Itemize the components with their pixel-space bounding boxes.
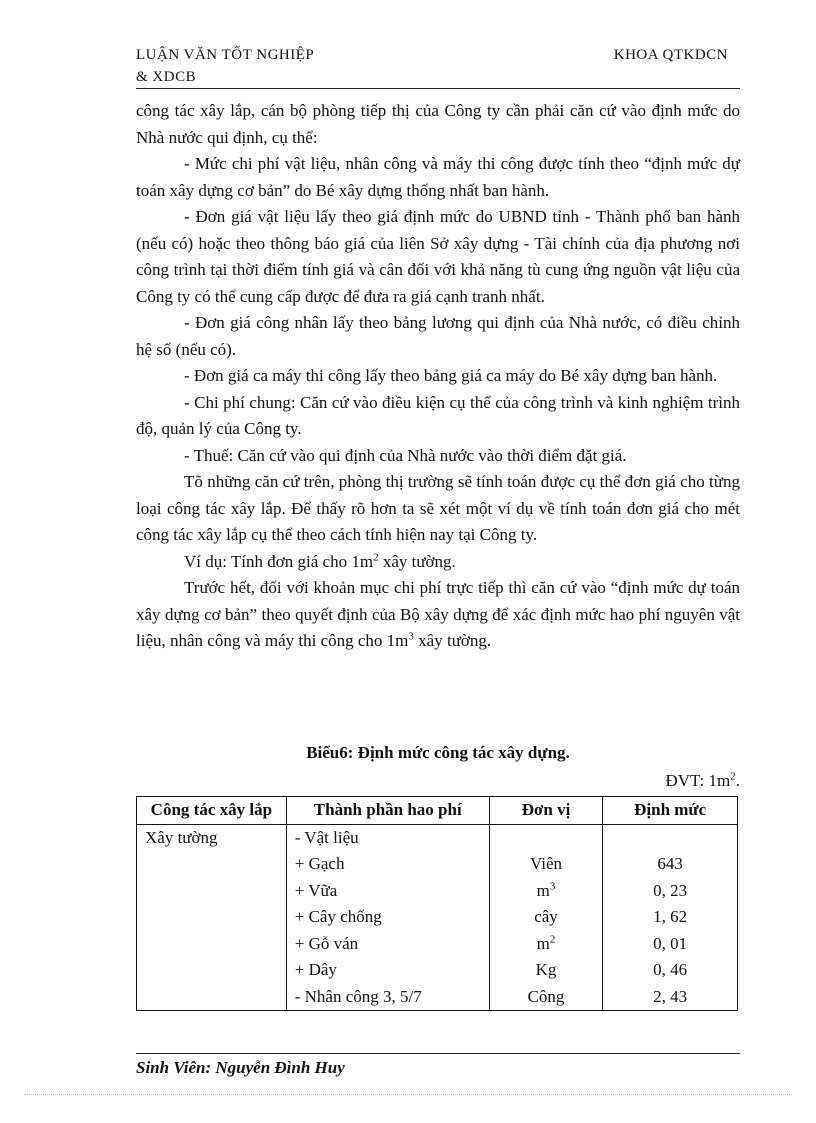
cell-component: + Cây chống: [286, 904, 489, 931]
paragraph: - Đơn giá ca máy thi công lấy theo bảng giá ca máy do Bé xây dựng ban hành.: [184, 366, 718, 385]
text-run: Kg: [535, 960, 557, 980]
paragraph: - Mức chi phí vật liệu, nhân công và máy thi công được tính theo “định mức dự toán xây dựng cơ bản” do Bé xây dựng thống nhất ban hành.: [136, 154, 740, 200]
cell-value: 643: [603, 851, 738, 878]
text-run: Trước hết, đối với khoản mục chi phí trực tiếp thì căn cứ vào “định mức dự toán xây dựng cơ bản” theo quyết định của Bộ xây dựng để xác định mức hao phí nguyên vật liệu, nhân công và máy thi công cho 1m: [136, 578, 740, 650]
body-text: [136, 98, 740, 655]
header-left: [136, 44, 314, 88]
cell-work: [137, 878, 287, 905]
table-unit: [136, 771, 740, 791]
paragraph: [136, 575, 740, 655]
norm-table: [136, 796, 738, 1011]
cell-unit: [489, 824, 603, 851]
cell-component: - Nhân công 3, 5/7: [286, 984, 489, 1011]
header-divider: [136, 88, 740, 89]
page-header: [136, 44, 740, 88]
table-row: [137, 931, 738, 958]
cell-work: [137, 931, 287, 958]
cell-work: [137, 957, 287, 984]
text-run: xây tường.: [413, 631, 492, 650]
text-run: ĐVT: 1m: [665, 771, 731, 790]
text-run: Viên: [530, 854, 563, 874]
cell-unit: [489, 851, 603, 878]
footer-author: Sinh Viên: Nguyễn Đình Huy: [136, 1058, 345, 1077]
cell-unit: [489, 878, 603, 905]
paragraph: [136, 549, 740, 576]
superscript: 3: [549, 880, 556, 893]
superscript: 3: [408, 630, 414, 643]
paragraph: Tõ những căn cứ trên, phòng thị trường sẽ tính toán được cụ thể đơn giá cho từng loại công tác xây lắp. Để thấy rõ hơn ta sẽ xét một ví dụ về tính toán đơn giá cho mét công tác xây lắp cụ thể theo cách tính hiện nay tại Công ty.: [136, 472, 740, 544]
table-title: Biểu6: Định mức công tác xây dựng.: [306, 743, 570, 762]
superscript: 2: [549, 933, 556, 946]
header-left-line2: & XDCB: [136, 69, 197, 85]
text-run: Ví dụ: Tính đơn giá cho 1m: [184, 551, 374, 571]
table-header-row: [137, 797, 738, 825]
table-row: [137, 904, 738, 931]
text-run: Công: [527, 986, 565, 1006]
text-run: m: [536, 933, 550, 953]
cell-value: 2, 43: [603, 984, 738, 1011]
text-run: .: [735, 771, 740, 790]
cell-work: [137, 904, 287, 931]
column-header: Công tác xây lắp: [137, 797, 287, 825]
superscript: 2: [373, 550, 379, 563]
superscript: 2: [730, 770, 736, 783]
footer-divider: [136, 1053, 740, 1054]
cell-value: [603, 824, 738, 851]
table-row: [137, 851, 738, 878]
cell-component: - Vật liệu: [286, 824, 489, 851]
text-run: m: [536, 880, 550, 900]
cell-component: + Vữa: [286, 878, 489, 905]
paragraph: - Đơn giá vật liệu lấy theo giá định mức do UBND tỉnh - Thành phố ban hành (nếu có) hoặc theo thông báo giá của liên Sở xây dựng - Tài chính của địa phương nơi công trình tại thời điểm tính giá và cân đối với khả năng tù cung ứng nguồn vật liệu của Công ty có thể cung cấp được để đưa ra giá cạnh tranh nhất.: [136, 207, 740, 306]
cell-unit: [489, 984, 603, 1011]
column-header: Định mức: [603, 797, 738, 825]
column-header: Đơn vị: [489, 797, 603, 825]
header-right: KHOA QTKDCN: [613, 47, 728, 63]
paragraph: công tác xây lắp, cán bộ phòng tiếp thị của Công ty cần phải căn cứ vào định mức do Nhà nước qui định, cụ thể:: [136, 101, 740, 147]
table-row: [137, 878, 738, 905]
cell-component: + Dây: [286, 957, 489, 984]
table-row: [137, 984, 738, 1011]
cell-work: Xây tường: [137, 824, 287, 851]
header-left-line1: LUẬN VĂN TỐT NGHIỆP: [136, 47, 315, 63]
table-row: [137, 824, 738, 851]
cell-value: 0, 23: [603, 878, 738, 905]
cell-value: 1, 62: [603, 904, 738, 931]
column-header: Thành phần hao phí: [286, 797, 489, 825]
cell-work: [137, 851, 287, 878]
text-run: xây tường.: [378, 551, 456, 571]
page-edge-dotted-line: [24, 1094, 792, 1095]
cell-unit: [489, 931, 603, 958]
cell-work: [137, 984, 287, 1011]
cell-unit: [489, 904, 603, 931]
cell-value: 0, 46: [603, 957, 738, 984]
cell-component: + Gỗ ván: [286, 931, 489, 958]
cell-component: + Gạch: [286, 851, 489, 878]
paragraph: - Chi phí chung: Căn cứ vào điều kiện cụ thể của công trình và kinh nghiệm trình độ, quản lý của Công ty.: [136, 392, 740, 438]
paragraph: - Đơn giá công nhân lấy theo bảng lương qui định của Nhà nước, có điều chỉnh hệ số (nếu có).: [136, 313, 740, 359]
cell-value: 0, 01: [603, 931, 738, 958]
text-run: cây: [534, 907, 558, 927]
table-row: [137, 957, 738, 984]
paragraph: - Thuế: Căn cứ vào qui định của Nhà nước vào thời điểm đặt giá.: [184, 445, 627, 465]
cell-unit: [489, 957, 603, 984]
